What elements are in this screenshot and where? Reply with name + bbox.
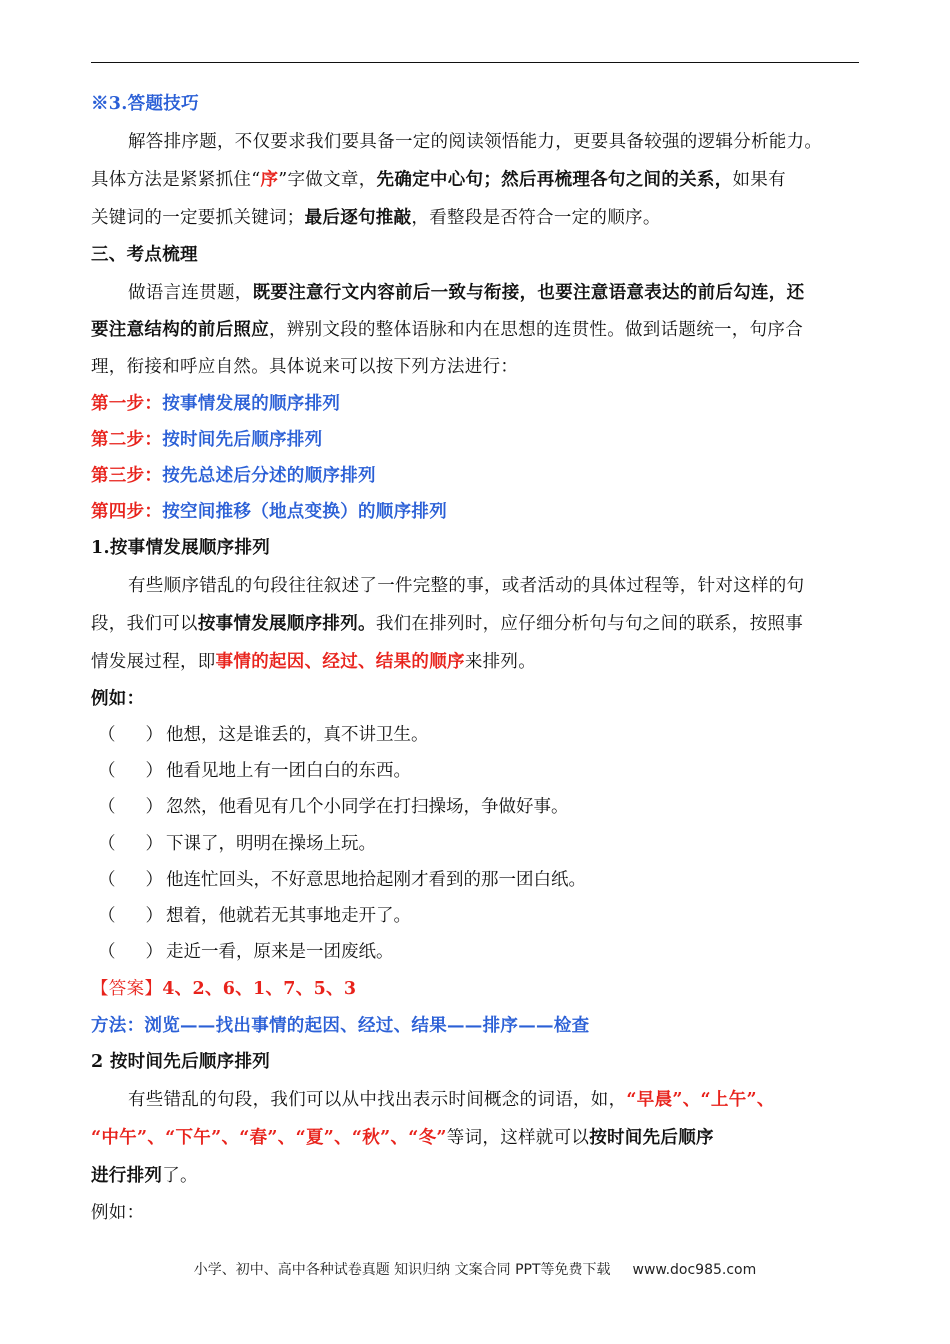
list-item: （ ） 他想，这是谁丢的，真不讲卫生。 xyxy=(98,725,429,745)
paragraph-line: 关键词的一定要抓关键词；最后逐句推敲，看整段是否符合一定的顺序。 xyxy=(91,208,661,228)
answer-blank: （ ） xyxy=(98,725,163,745)
example-label: 例如： xyxy=(91,1203,145,1223)
list-item: （ ） 忽然，他看见有几个小同学在打扫操场，争做好事。 xyxy=(98,797,569,817)
paragraph-line: 理，衔接和呼应自然。具体说来可以按下列方法进行： xyxy=(91,357,519,377)
heading-event-order: 1.按事情发展顺序排列 xyxy=(91,538,271,558)
heading-time-order: 2 按时间先后顺序排列 xyxy=(91,1052,271,1072)
heading-section-three: 三、考点梳理 xyxy=(91,245,198,265)
answer-blank: （ ） xyxy=(98,906,163,926)
list-item: （ ） 他连忙回头，不好意思地拾起刚才看到的那一团白纸。 xyxy=(98,870,586,890)
step-item: 第一步：按事情发展的顺序排列 xyxy=(91,394,341,414)
step-item: 第三步：按先总述后分述的顺序排列 xyxy=(91,466,376,486)
step-item: 第二步：按时间先后顺序排列 xyxy=(91,430,323,450)
paragraph-line: 要注意结构的前后照应，辨别文段的整体语脉和内在思想的连贯性。做到话题统一，句序合 xyxy=(91,320,803,340)
header-rule xyxy=(91,62,859,63)
answer-blank: （ ） xyxy=(98,942,163,962)
paragraph-line: 有些顺序错乱的句段往往叙述了一件完整的事，或者活动的具体过程等，针对这样的句 xyxy=(128,576,805,596)
footer-url[interactable]: www.doc985.com xyxy=(632,1262,757,1278)
paragraph-line: 情发展过程，即事情的起因、经过、结果的顺序来排列。 xyxy=(91,652,537,672)
method-line: 方法：浏览——找出事情的起因、经过、结果——排序——检查 xyxy=(91,1016,590,1036)
paragraph-line: 做语言连贯题，既要注意行文内容前后一致与衔接，也要注意语意表达的前后勾连，还 xyxy=(128,283,805,303)
answer-blank: （ ） xyxy=(98,870,163,890)
list-item: （ ） 下课了，明明在操场上玩。 xyxy=(98,834,376,854)
answer-blank: （ ） xyxy=(98,761,163,781)
paragraph-line: 进行排列了。 xyxy=(91,1166,198,1186)
paragraph-line: “中午”、“下午”、“春”、“夏”、“秋”、“冬”等词，这样就可以按时间先后顺序 xyxy=(91,1128,714,1148)
list-item: （ ） 走近一看，原来是一团废纸。 xyxy=(98,942,394,962)
answer-line: 【答案】4、2、6、1、7、5、3 xyxy=(91,979,357,999)
example-label: 例如： xyxy=(91,689,145,709)
answer-blank: （ ） xyxy=(98,797,163,817)
footer-text: 小学、初中、高中各种试卷真题 知识归纳 文案合同 PPT等免费下载 xyxy=(193,1262,611,1278)
step-item: 第四步：按空间推移（地点变换）的顺序排列 xyxy=(91,502,448,522)
list-item: （ ） 他看见地上有一团白白的东西。 xyxy=(98,761,411,781)
paragraph-line: 解答排序题，不仅要求我们要具备一定的阅读领悟能力，更要具备较强的逻辑分析能力。 xyxy=(128,132,823,152)
list-item: （ ） 想着，他就若无其事地走开了。 xyxy=(98,906,411,926)
page-footer xyxy=(0,1259,950,1279)
answer-blank: （ ） xyxy=(98,834,163,854)
paragraph-line: 段，我们可以按事情发展顺序排列。我们在排列时，应仔细分析句与句之间的联系，按照事 xyxy=(91,614,804,634)
heading-answer-skills: ※3.答题技巧 xyxy=(91,94,199,114)
paragraph-line: 有些错乱的句段，我们可以从中找出表示时间概念的词语，如，“早晨”、“上午”、 xyxy=(128,1090,775,1110)
paragraph-line: 具体方法是紧紧抓住“序”字做文章，先确定中心句；然后再梳理各句之间的关系，如果有 xyxy=(91,170,786,190)
